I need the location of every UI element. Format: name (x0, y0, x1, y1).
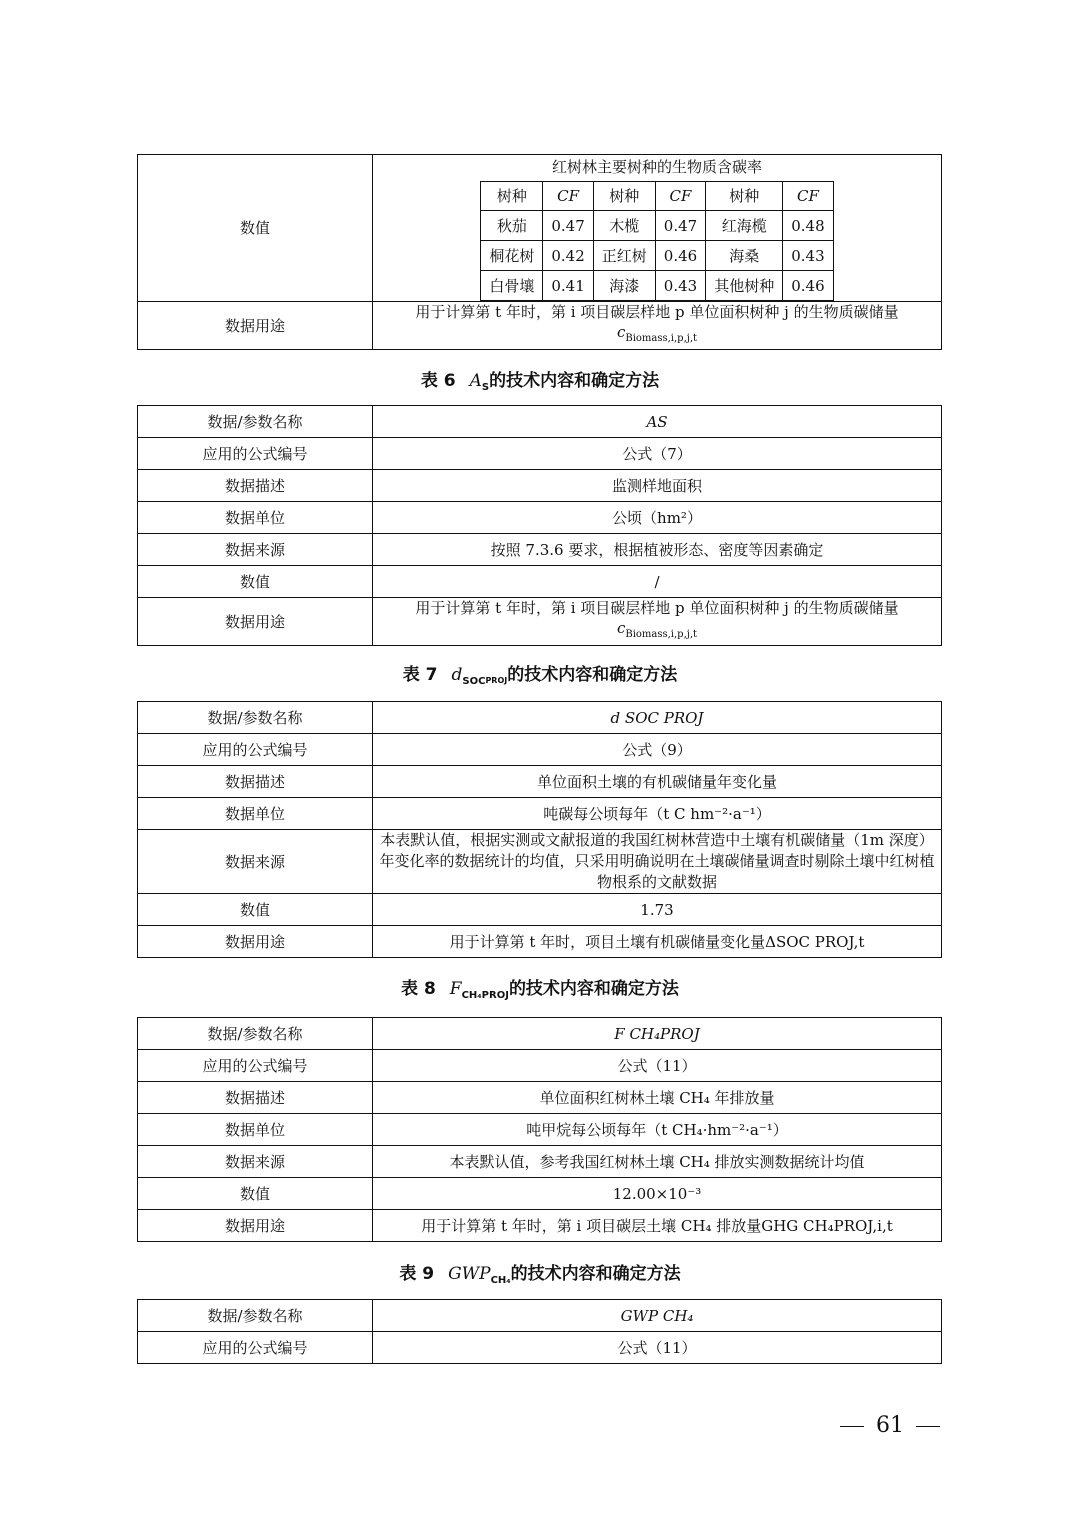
row-label: 数值 (138, 566, 373, 598)
row-label: 应用的公式编号 (138, 438, 373, 470)
row-value: / (373, 566, 942, 598)
row-value: AS (373, 406, 942, 438)
usage-text: 用于计算第 t 年时，第 i 项目碳层样地 p 单位面积树种 j 的生物质碳储量 (415, 303, 899, 321)
row-label: 应用的公式编号 (138, 1332, 373, 1364)
row-value: 本表默认值，参考我国红树林土壤 CH₄ 排放实测数据统计均值 (373, 1146, 942, 1178)
row-value: 用于计算第 t 年时，项目土壤有机碳储量变化量ΔSOC PROJ,t (373, 926, 942, 958)
usage-cell (373, 598, 942, 646)
inner-header: CF (543, 182, 593, 211)
usage-text: 用于计算第 t 年时，第 i 项目碳层样地 p 单位面积树种 j 的生物质碳储量 (415, 599, 899, 617)
inner-row (481, 241, 833, 271)
row-value: 本表默认值，根据实测或文献报道的我国红树林营造中土壤有机碳储量（1m 深度）年变化率的数据统计的均值，只采用明确说明在土壤碳储量调查时剔除土壤中红树植物根系的文献数据 (373, 830, 942, 894)
row-value: 按照 7.3.6 要求，根据植被形态、密度等因素确定 (373, 534, 942, 566)
usage-symbol: $c_{Biomass,i,p,j,t}$ (616, 619, 698, 640)
row-value: F CH₄PROJ (373, 1018, 942, 1050)
row-label: 数据来源 (138, 830, 373, 894)
row-label: 数据描述 (138, 1082, 373, 1114)
row-value: 吨甲烷每公顷每年（t CH₄·hm⁻²·a⁻¹） (373, 1114, 942, 1146)
species-cell: 木榄 (593, 211, 655, 241)
page-footer (828, 1413, 952, 1438)
inner-row (481, 271, 833, 301)
row-label: 数据用途 (138, 926, 373, 958)
row-value: 1.73 (373, 894, 942, 926)
row-label: 数据用途 (138, 1210, 373, 1242)
row-value: 用于计算第 t 年时，第 i 项目碳层土壤 CH₄ 排放量GHG CH₄PROJ,i,t (373, 1210, 942, 1242)
row-value: 公式（7） (373, 438, 942, 470)
inner-header: 树种 (481, 182, 543, 211)
row-label: 数据用途 (138, 598, 373, 646)
row-value: 吨碳每公顷每年（t C hm⁻²·a⁻¹） (373, 798, 942, 830)
inner-header: CF (783, 182, 833, 211)
species-cell: 秋茄 (481, 211, 543, 241)
row-label: 应用的公式编号 (138, 1050, 373, 1082)
footer-dash-right (916, 1426, 940, 1427)
page-number: 61 (876, 1413, 904, 1438)
cf-cell: 0.41 (543, 271, 593, 301)
row-label: 数据/参数名称 (138, 1018, 373, 1050)
row-label: 数值 (138, 894, 373, 926)
cf-cell: 0.43 (783, 241, 833, 271)
table8 (137, 1017, 942, 1242)
row-label: 数据来源 (138, 534, 373, 566)
row-value: 公顷（hm²） (373, 502, 942, 534)
row-label: 应用的公式编号 (138, 734, 373, 766)
row-value: 公式（11） (373, 1050, 942, 1082)
cf-cell: 0.47 (543, 211, 593, 241)
inner-header-row (481, 182, 833, 211)
row-label: 数据单位 (138, 1114, 373, 1146)
table5-tail (137, 154, 942, 350)
row-value: 公式（11） (373, 1332, 942, 1364)
species-cell: 其他树种 (706, 271, 783, 301)
table6 (137, 405, 942, 646)
cf-cell: 0.46 (655, 241, 705, 271)
usage-symbol: $c_{Biomass,i,p,j,t}$ (616, 323, 698, 344)
row-value: d SOC PROJ (373, 702, 942, 734)
cf-cell: 0.47 (655, 211, 705, 241)
table8-caption: 表 8 $F_{CH_4PROJ}$的技术内容和确定方法 (401, 979, 679, 1001)
row-label: 数值 (138, 155, 373, 302)
inner-table-title: 红树林主要树种的生物质含碳率 (551, 158, 762, 176)
cf-cell: 0.46 (783, 271, 833, 301)
species-cell: 红海榄 (706, 211, 783, 241)
cf-cell: 0.42 (543, 241, 593, 271)
row-label: 数值 (138, 1178, 373, 1210)
species-cell: 海漆 (593, 271, 655, 301)
table6-caption: 表 6 $A_S$的技术内容和确定方法 (420, 371, 660, 393)
inner-header: 树种 (706, 182, 783, 211)
usage-cell (373, 302, 942, 350)
cf-cell: 0.48 (783, 211, 833, 241)
row-label: 数据描述 (138, 470, 373, 502)
row-value: 公式（9） (373, 734, 942, 766)
row-label: 数据来源 (138, 1146, 373, 1178)
row-label: 数据用途 (138, 302, 373, 350)
species-cell: 正红树 (593, 241, 655, 271)
table7-caption: 表 7 $d_{SOCPROJ}$的技术内容和确定方法 (402, 665, 678, 687)
row-value: 12.00×10⁻³ (373, 1178, 942, 1210)
species-cell: 白骨壤 (481, 271, 543, 301)
footer-dash-left (840, 1426, 864, 1427)
row-label: 数据/参数名称 (138, 702, 373, 734)
row-label: 数据/参数名称 (138, 1300, 373, 1332)
row-label: 数据单位 (138, 502, 373, 534)
row-value: 单位面积红树林土壤 CH₄ 年排放量 (373, 1082, 942, 1114)
table9-caption: 表 9 $GWP_{CH_4}$的技术内容和确定方法 (399, 1264, 681, 1286)
row-value: GWP CH₄ (373, 1300, 942, 1332)
carbon-rate-cell (373, 155, 942, 302)
row-value: 监测样地面积 (373, 470, 942, 502)
row-label: 数据描述 (138, 766, 373, 798)
table9 (137, 1299, 942, 1364)
inner-header: 树种 (593, 182, 655, 211)
species-cell: 桐花树 (481, 241, 543, 271)
table7 (137, 701, 942, 958)
row-label: 数据单位 (138, 798, 373, 830)
species-cell: 海桑 (706, 241, 783, 271)
inner-row (481, 211, 833, 241)
row-label: 数据/参数名称 (138, 406, 373, 438)
row-value: 单位面积土壤的有机碳储量年变化量 (373, 766, 942, 798)
carbon-rate-table (480, 181, 833, 301)
inner-header: CF (655, 182, 705, 211)
cf-cell: 0.43 (655, 271, 705, 301)
